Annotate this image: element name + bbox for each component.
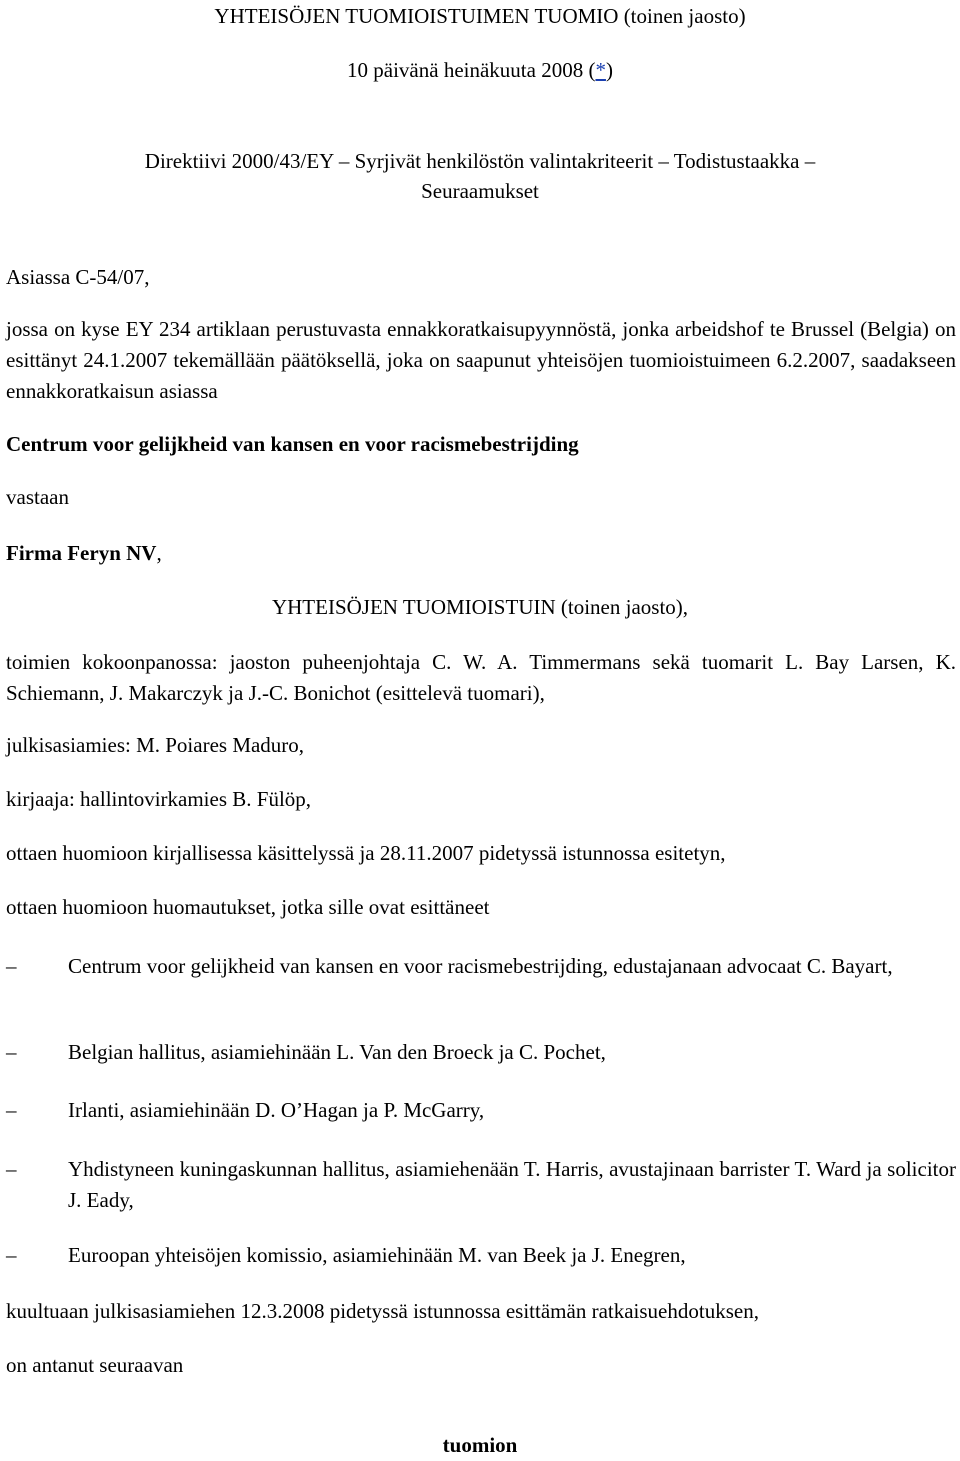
advocate-general-opinion: kuultuaan julkisasiamiehen 12.3.2008 pidetyssä istunnossa esittämän ratkaisuehdotuksen,: [6, 1299, 759, 1323]
footnote-reference-link[interactable]: *: [595, 58, 606, 82]
case-number: Asiassa C-54/07,: [6, 265, 150, 289]
delivers-statement: on antanut seuraavan: [6, 1353, 184, 1377]
party-applicant: Centrum voor gelijkheid van kansen en voor racismebestrijding: [6, 432, 579, 456]
party-defendant: Firma Feryn NV,: [6, 541, 162, 565]
observation-item: – Belgian hallitus, asiamiehinään L. Van den Broeck ja C. Pochet,: [6, 1040, 606, 1064]
observation-item: – Irlanti, asiamiehinään D. O’Hagan ja P. McGarry,: [6, 1098, 485, 1122]
versus-label: vastaan: [6, 485, 69, 509]
observation-item: – Centrum voor gelijkheid van kansen en voor racismebestrijding, edustajanaan advocaat C. Bayart,: [6, 954, 893, 978]
judgment-heading: tuomion: [442, 1433, 518, 1457]
advocate-general: julkisasiamies: M. Poiares Maduro,: [6, 733, 305, 757]
keywords-line-1: Direktiivi 2000/43/EY – Syrjivät henkilöstön valintakriteerit – Todistustaakka –: [144, 149, 816, 173]
observation-item: – Yhdistyneen kuningaskunnan hallitus, asiamiehenään T. Harris, avustajinaan barrister T. Ward ja solicitor J. Eady,: [6, 1157, 956, 1212]
keywords-line-2: Seuraamukset: [421, 179, 539, 203]
observations-intro: ottaen huomioon huomautukset, jotka sille ovat esittäneet: [6, 895, 490, 919]
judgment-title: YHTEISÖJEN TUOMIOISTUIMEN TUOMIO (toinen jaosto): [214, 4, 746, 28]
court-title: YHTEISÖJEN TUOMIOISTUIN (toinen jaosto),: [271, 595, 689, 619]
procedure-statement: ottaen huomioon kirjallisessa käsittelyssä ja 28.11.2007 pidetyssä istunnossa esitetyn,: [6, 841, 726, 865]
court-composition: toimien kokoonpanossa: jaoston puheenjohtaja C. W. A. Timmermans sekä tuomarit L. Bay Larsen, K. Schiemann, J. Makarczyk ja J.-C. Bonichot (esittelevä tuomari),: [6, 650, 956, 705]
judgment-date: 10 päivänä heinäkuuta 2008 (*): [347, 58, 613, 82]
observation-item: – Euroopan yhteisöjen komissio, asiamiehinään M. van Beek ja J. Enegren,: [6, 1243, 686, 1267]
registrar: kirjaaja: hallintovirkamies B. Fülöp,: [6, 787, 312, 811]
case-reference-paragraph: jossa on kyse EY 234 artiklaan perustuvasta ennakkoratkaisupyynnöstä, jonka arbeidshof te Brussel (Belgia) on esittänyt 24.1.2007 tekemällään päätöksellä, joka on saapunut yhteisöjen tuomioistuimeen 6.2.2007, saadakseen ennakkoratkaisun asiassa: [6, 317, 956, 403]
